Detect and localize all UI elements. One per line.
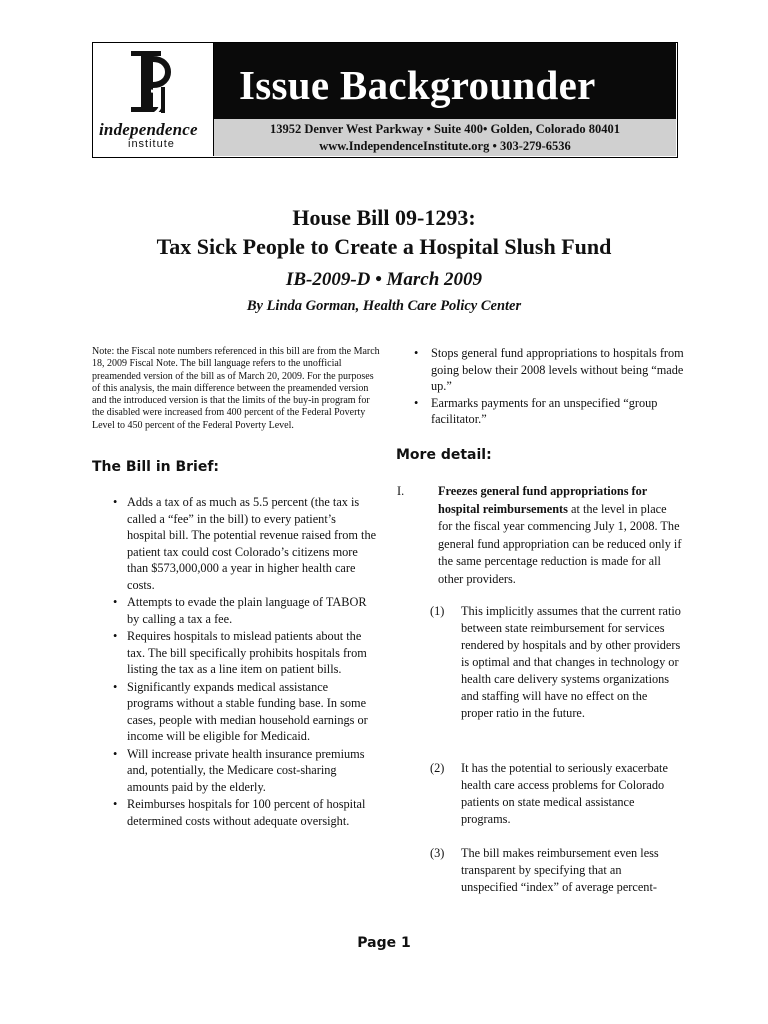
page-number: Page 1 xyxy=(357,935,411,951)
section-text xyxy=(438,483,683,588)
document-title xyxy=(0,203,768,261)
address-band xyxy=(214,119,676,156)
list-item: • Earmarks payments for an unspecified “group facilitator.” xyxy=(405,395,695,428)
list-item: • Adds a tax of as much as 5.5 percent (the tax is called a “fee” in the bill) to every patient’s hospital bill. The potential revenue raised from the patient tax could cost Colorado’s citizens more than $573,000,000 a year in higher health care costs. xyxy=(102,494,377,593)
title-band xyxy=(214,43,676,119)
logo-sub: institute xyxy=(128,138,175,150)
section-body: at the level in place for the fiscal year commencing July 1, 2008. The general fund appropriation can be reduced only if the same percentage reduction is made for all other providers. xyxy=(438,501,682,586)
point-number: (3) xyxy=(430,846,445,860)
logo-mark-icon xyxy=(121,47,181,119)
masthead xyxy=(92,42,678,158)
document-id-date: IB-2009-D • March 2009 xyxy=(285,269,483,290)
bill-in-brief-heading: The Bill in Brief: xyxy=(92,459,220,475)
more-detail-heading: More detail: xyxy=(396,447,492,463)
list-item: • Stops general fund appropriations to hospitals from going below their 2008 levels without being “made up.” xyxy=(405,345,695,395)
bill-in-brief-list xyxy=(102,494,377,830)
publication-title: Issue Backgrounder xyxy=(239,62,596,108)
point-text: The bill makes reimbursement even less transparent by specifying that an unspecified “index” of average percent- xyxy=(461,846,659,894)
fiscal-note: Note: the Fiscal note numbers referenced in this bill are from the March 18, 2009 Fiscal Note. The bill language refers to the unofficial preamended version of the bill as of March 20, 2009. For the purposes of this analysis, the main difference between the preamended version and the introduced version is that the limits of the buy-in program for the disabled were increased from 400 percent of the Federal Poverty Level to 450 percent of the Federal Poverty Level. xyxy=(92,346,380,431)
list-item: • Will increase private health insurance premiums and, potentially, the Medicare cost-sharing amounts paid by the elderly. xyxy=(102,746,377,796)
list-item: • Attempts to evade the plain language of TABOR by calling a tax a fee. xyxy=(102,594,377,627)
point-text: This implicitly assumes that the current ratio between state reimbursement for services rendered by hospitals and by other providers is optimal and that changes in technology or health care delivery systems organizations and staffing will have no effect on the proper ratio in the future. xyxy=(461,604,681,720)
section-numeral: I. xyxy=(397,484,405,498)
list-item: • Significantly expands medical assistance programs without a stable funding base. In some cases, people with median household earnings or income will be eligible for Medicaid. xyxy=(102,679,377,745)
continued-bullets xyxy=(405,345,695,428)
street-address: 13952 Denver West Parkway • Suite 400• Golden, Colorado 80401 xyxy=(270,122,620,136)
title-line-2: Tax Sick People to Create a Hospital Slush Fund xyxy=(156,234,612,259)
title-line-1: House Bill 09-1293: xyxy=(292,205,476,230)
section-lead: Freezes general fund appropriations for hospital reimbursements xyxy=(438,484,648,516)
document-author: By Linda Gorman, Health Care Policy Center xyxy=(246,298,522,314)
logo-name: independence xyxy=(99,120,198,139)
list-item: • Requires hospitals to mislead patients about the tax. The bill specifically prohibits hospitals from listing the tax as a line item on patient bills. xyxy=(102,628,377,678)
point-number: (2) xyxy=(430,761,445,775)
contact-info[interactable]: www.IndependenceInstitute.org • 303-279-6536 xyxy=(319,139,571,153)
point-text: It has the potential to seriously exacerbate health care access problems for Colorado patients on state medical assistance programs. xyxy=(461,761,668,826)
point-number: (1) xyxy=(430,604,445,618)
institute-logo[interactable] xyxy=(93,43,214,156)
list-item: • Reimburses hospitals for 100 percent of hospital determined costs without adequate oversight. xyxy=(102,796,377,829)
